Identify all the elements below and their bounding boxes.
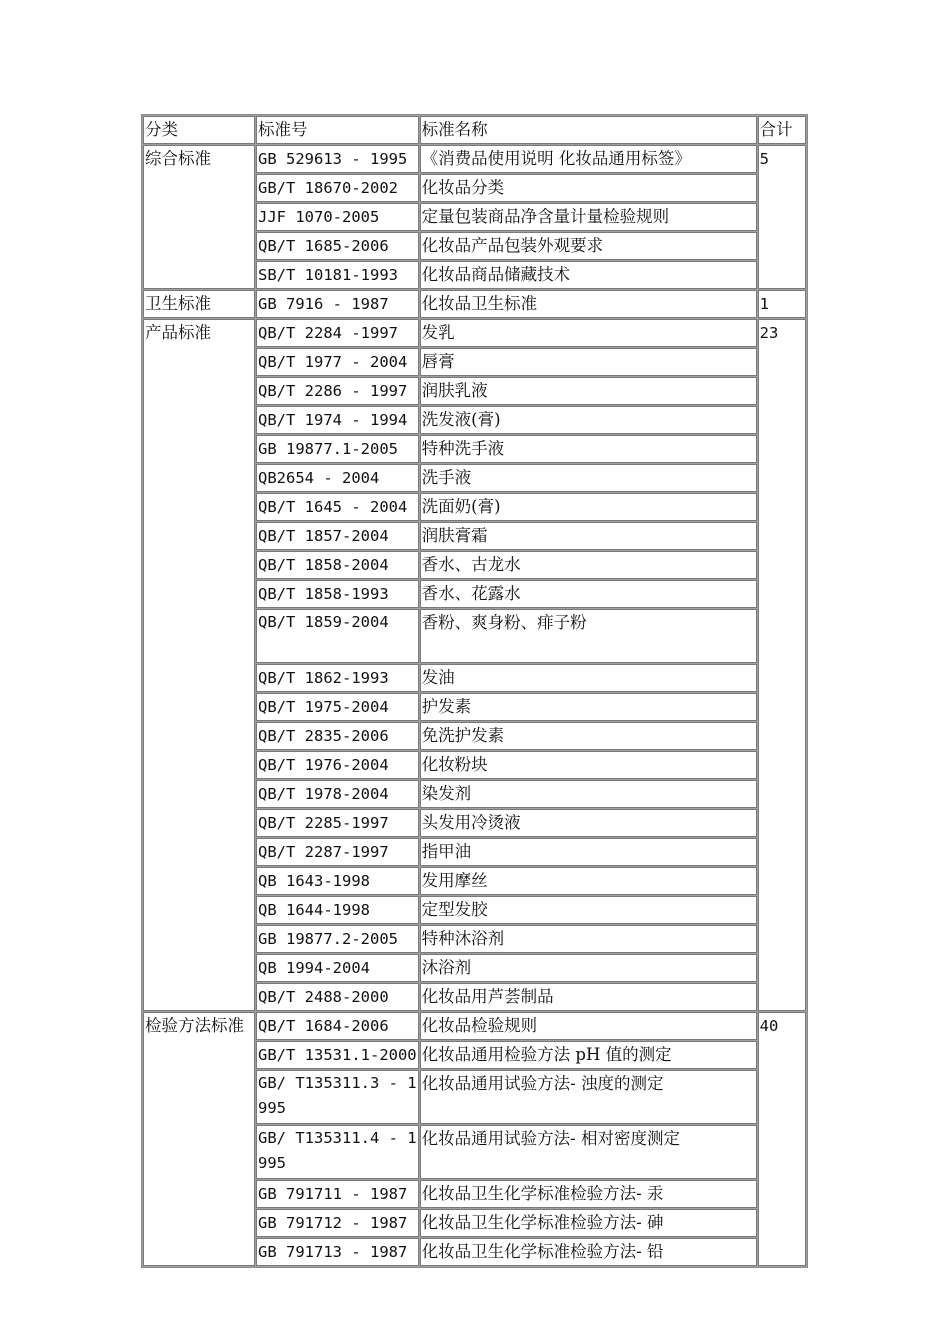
standard-name-cell: 香水、花露水 — [420, 580, 757, 608]
standard-name-cell: 洗手液 — [420, 464, 757, 492]
standard-code-cell: QB 1643-1998 — [256, 867, 419, 895]
standard-name-cell: 特种洗手液 — [420, 435, 757, 463]
standards-table — [141, 114, 808, 1268]
standard-name-cell: 化妆品用芦荟制品 — [420, 983, 757, 1011]
standard-name-cell: 化妆粉块 — [420, 751, 757, 779]
header-category: 分类 — [143, 116, 255, 144]
standard-code-cell: QB/T 1862-1993 — [256, 664, 419, 692]
standard-code-cell: QB/T 2286 - 1997 — [256, 377, 419, 405]
total-cell: 23 — [758, 319, 806, 1011]
standard-name-cell: 香水、古龙水 — [420, 551, 757, 579]
header-standard-name: 标准名称 — [420, 116, 757, 144]
standard-code-cell: QB/T 1978-2004 — [256, 780, 419, 808]
standard-name-cell: 染发剂 — [420, 780, 757, 808]
standard-code-cell: QB/T 1859-2004 — [256, 609, 419, 663]
header-total: 合计 — [758, 116, 806, 144]
standard-code-cell: SB/T 10181-1993 — [256, 261, 419, 289]
table-row — [143, 145, 806, 173]
standard-name-cell: 《消费品使用说明 化妆品通用标签》 — [420, 145, 757, 173]
category-cell: 检验方法标准 — [143, 1012, 255, 1266]
standard-name-cell: 化妆品商品储藏技术 — [420, 261, 757, 289]
standard-name-cell: 化妆品通用试验方法- 相对密度测定 — [420, 1125, 757, 1179]
table-row — [143, 319, 806, 347]
standard-name-cell: 护发素 — [420, 693, 757, 721]
category-cell: 产品标准 — [143, 319, 255, 1011]
standard-name-cell: 定型发胶 — [420, 896, 757, 924]
standard-name-cell: 润肤乳液 — [420, 377, 757, 405]
total-cell: 40 — [758, 1012, 806, 1266]
standard-code-cell: QB/T 1974 - 1994 — [256, 406, 419, 434]
category-cell: 综合标准 — [143, 145, 255, 289]
standard-name-cell: 香粉、爽身粉、痱子粉 — [420, 609, 757, 663]
table-row — [143, 1012, 806, 1040]
standard-name-cell: 洗发液(膏) — [420, 406, 757, 434]
standard-code-cell: QB/T 2835-2006 — [256, 722, 419, 750]
standard-name-cell: 唇膏 — [420, 348, 757, 376]
standard-name-cell: 化妆品卫生化学标准检验方法- 砷 — [420, 1209, 757, 1237]
standard-name-cell: 免洗护发素 — [420, 722, 757, 750]
standard-name-cell: 化妆品产品包装外观要求 — [420, 232, 757, 260]
standard-code-cell: QB/T 1857-2004 — [256, 522, 419, 550]
standard-name-cell: 化妆品分类 — [420, 174, 757, 202]
standard-code-cell: QB/T 1976-2004 — [256, 751, 419, 779]
standard-code-cell: QB/T 1977 - 2004 — [256, 348, 419, 376]
standard-code-cell: GB/ T135311.3 - 1995 — [256, 1070, 419, 1124]
standard-code-cell: QB/T 1858-2004 — [256, 551, 419, 579]
standard-name-cell: 指甲油 — [420, 838, 757, 866]
standard-code-cell: GB 7916 - 1987 — [256, 290, 419, 318]
standard-name-cell: 头发用冷烫液 — [420, 809, 757, 837]
standard-name-cell: 润肤膏霜 — [420, 522, 757, 550]
table-row — [143, 290, 806, 318]
standard-name-cell: 化妆品卫生化学标准检验方法- 汞 — [420, 1180, 757, 1208]
standard-code-cell: GB 19877.1-2005 — [256, 435, 419, 463]
standard-code-cell: QB/T 1645 - 2004 — [256, 493, 419, 521]
standard-name-cell: 化妆品卫生标准 — [420, 290, 757, 318]
standard-code-cell: QB/T 2287-1997 — [256, 838, 419, 866]
standard-code-cell: GB 791712 - 1987 — [256, 1209, 419, 1237]
standard-name-cell: 特种沐浴剂 — [420, 925, 757, 953]
standard-code-cell: GB/ T135311.4 - 1995 — [256, 1125, 419, 1179]
standard-code-cell: QB 1644-1998 — [256, 896, 419, 924]
standard-code-cell: QB/T 1685-2006 — [256, 232, 419, 260]
standard-code-cell: GB/T 13531.1-2000 — [256, 1041, 419, 1069]
standard-code-cell: QB2654 - 2004 — [256, 464, 419, 492]
standard-code-cell: QB/T 2488-2000 — [256, 983, 419, 1011]
standard-name-cell: 发用摩丝 — [420, 867, 757, 895]
header-row — [143, 116, 806, 144]
standard-code-cell: QB/T 1858-1993 — [256, 580, 419, 608]
standard-code-cell: QB/T 1684-2006 — [256, 1012, 419, 1040]
standard-code-cell: QB/T 1975-2004 — [256, 693, 419, 721]
standard-name-cell: 化妆品通用检验方法 pH 值的测定 — [420, 1041, 757, 1069]
total-cell: 5 — [758, 145, 806, 289]
standard-code-cell: GB 529613 - 1995 — [256, 145, 419, 173]
standard-code-cell: QB/T 2285-1997 — [256, 809, 419, 837]
standard-code-cell: JJF 1070-2005 — [256, 203, 419, 231]
standard-name-cell: 洗面奶(膏) — [420, 493, 757, 521]
standards-document — [141, 114, 808, 1268]
standard-code-cell: QB 1994-2004 — [256, 954, 419, 982]
standard-code-cell: GB 791711 - 1987 — [256, 1180, 419, 1208]
header-standard-code: 标准号 — [256, 116, 419, 144]
standard-code-cell: QB/T 2284 -1997 — [256, 319, 419, 347]
standard-name-cell: 沐浴剂 — [420, 954, 757, 982]
standard-code-cell: GB/T 18670-2002 — [256, 174, 419, 202]
standard-code-cell: GB 19877.2-2005 — [256, 925, 419, 953]
standard-name-cell: 定量包装商品净含量计量检验规则 — [420, 203, 757, 231]
standard-name-cell: 发乳 — [420, 319, 757, 347]
standard-name-cell: 化妆品卫生化学标准检验方法- 铅 — [420, 1238, 757, 1266]
standard-code-cell: GB 791713 - 1987 — [256, 1238, 419, 1266]
table-body — [143, 116, 806, 1266]
standard-name-cell: 发油 — [420, 664, 757, 692]
standard-name-cell: 化妆品通用试验方法- 浊度的测定 — [420, 1070, 757, 1124]
category-cell: 卫生标准 — [143, 290, 255, 318]
standard-name-cell: 化妆品检验规则 — [420, 1012, 757, 1040]
total-cell: 1 — [758, 290, 806, 318]
